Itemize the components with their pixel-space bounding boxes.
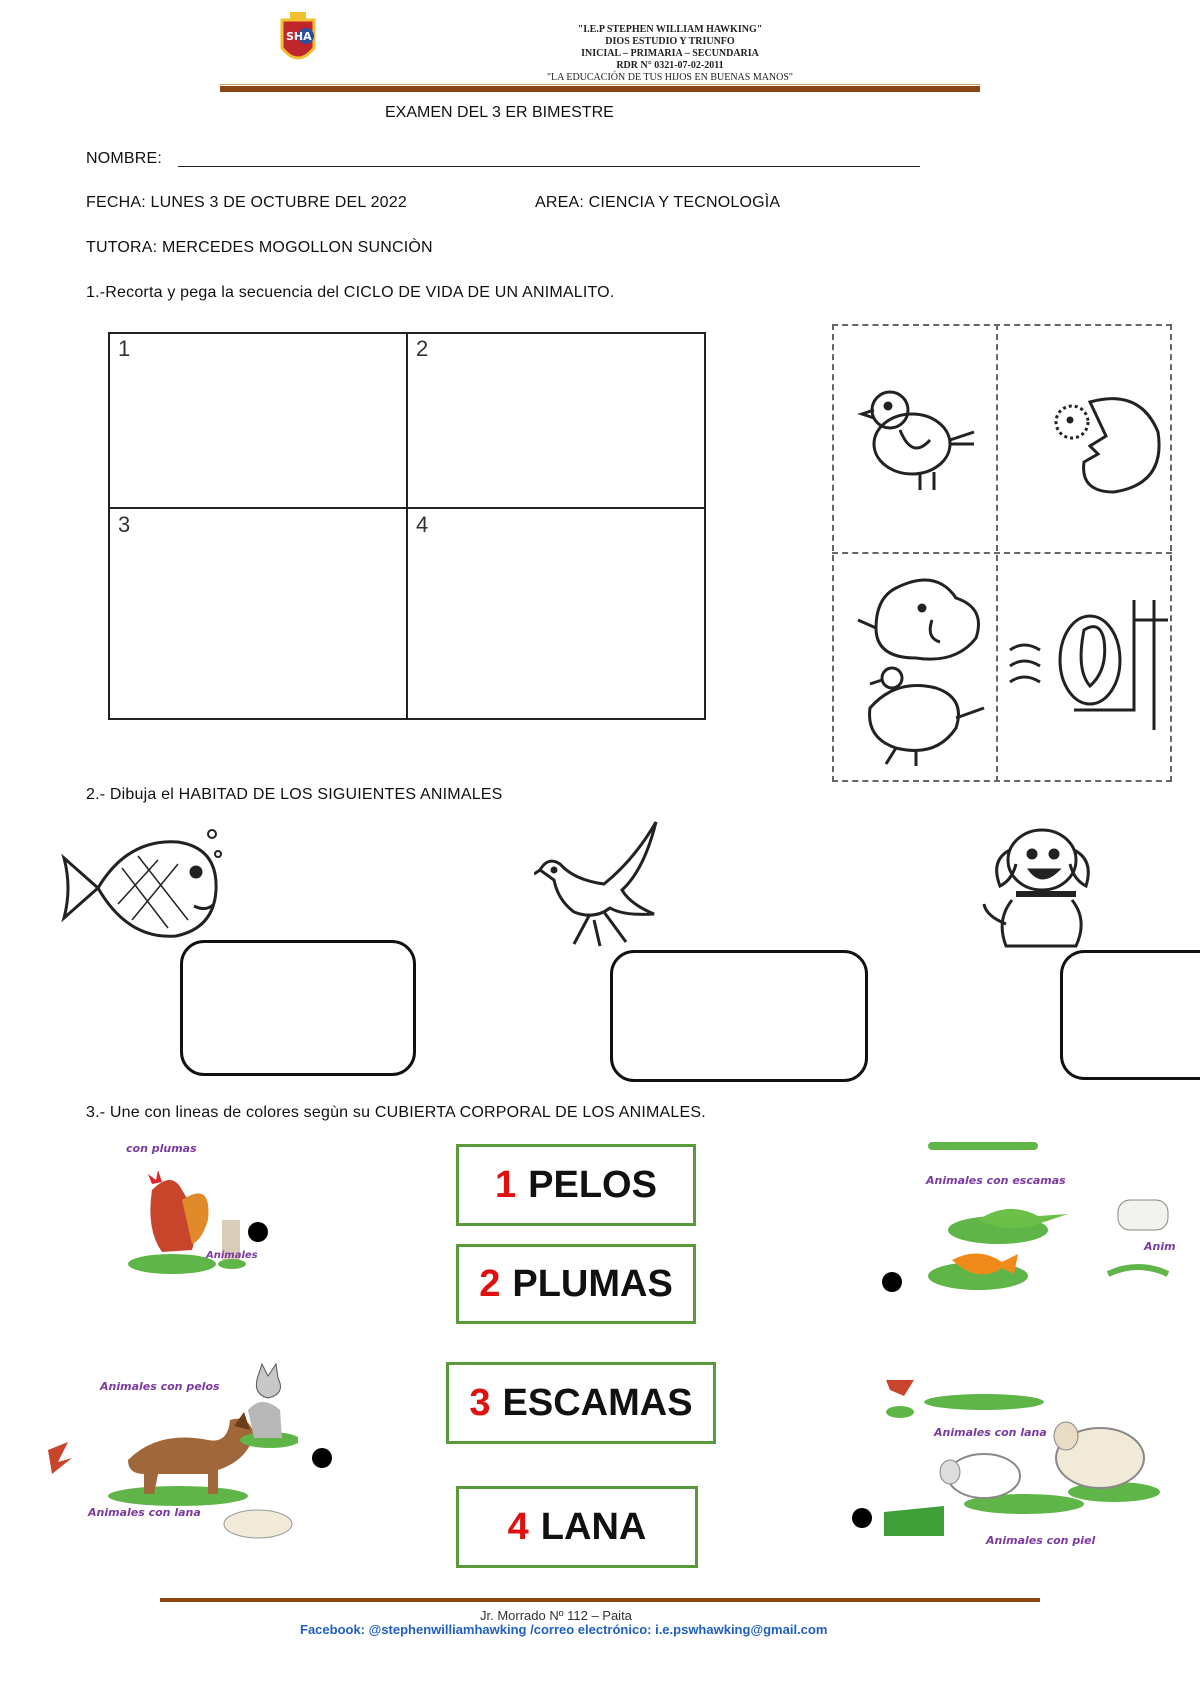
grid-cell-number: 4 (416, 512, 429, 537)
header-divider (220, 86, 980, 92)
footer-divider (160, 1598, 1040, 1602)
grass-strip (928, 1142, 1038, 1150)
school-rdr: RDR N° 0321-07-02-2011 (616, 60, 724, 71)
grid-cell-number: 2 (416, 336, 429, 361)
grid-divider-horizontal (108, 507, 706, 509)
grid-divider-vertical (406, 332, 408, 720)
cutout-divider-horizontal (832, 552, 1172, 554)
tutor-label: TUTORA: MERCEDES MOGOLLON SUNCIÒN (86, 239, 433, 256)
label-pelos (456, 1144, 696, 1226)
label-number: 2 (479, 1262, 501, 1305)
label-lana (456, 1486, 698, 1568)
nesting-hen-drawing (1004, 590, 1174, 745)
fish-habitat-box[interactable] (180, 940, 416, 1076)
grid-cell-number: 3 (118, 512, 131, 537)
school-header (210, 8, 980, 92)
footer-contact: Facebook: @stephenwilliamhawking /correo electrónico: i.e.pswhawking@gmail.com (300, 1622, 828, 1637)
dog-drawing (976, 820, 1096, 959)
label-text: PLUMAS (512, 1262, 673, 1305)
dove-drawing (534, 820, 664, 955)
chick-drawing (850, 380, 990, 505)
label-text: PELOS (528, 1163, 657, 1206)
caption: Animales con lana (934, 1426, 1047, 1439)
label-plumas (456, 1244, 696, 1324)
school-slogan: "LA EDUCACIÓN DE TUS HIJOS EN BUENAS MANOS" (546, 72, 794, 83)
grid-cell-number: 1 (118, 336, 131, 361)
exam-title: EXAMEN DEL 3 ER BIMESTRE (385, 104, 614, 121)
hatching-egg-drawing (1040, 392, 1170, 507)
area-label: AREA: CIENCIA Y TECNOLOGÌA (535, 194, 781, 211)
section3-instruction: 3.- Une con lineas de colores segùn su CUBIERTA CORPORAL DE LOS ANIMALES. (86, 1104, 706, 1121)
hens-drawing (836, 568, 996, 773)
caption: Animales con lana (88, 1506, 201, 1519)
plumas-image (122, 1140, 262, 1300)
caption: Anim (1144, 1240, 1176, 1253)
label-text: ESCAMAS (502, 1381, 693, 1424)
label-number: 4 (507, 1505, 529, 1548)
school-levels: INICIAL – PRIMARIA – SECUNDARIA (581, 48, 759, 59)
name-input-line[interactable] (178, 166, 920, 167)
match-dot[interactable] (852, 1508, 872, 1528)
school-motto: DIOS ESTUDIO Y TRIUNFO (605, 36, 735, 47)
crest-letters: SHA (286, 30, 312, 43)
caption: Animales con pelos (100, 1380, 220, 1393)
match-dot[interactable] (248, 1222, 268, 1242)
dove-habitat-box[interactable] (610, 950, 868, 1082)
school-crest (272, 10, 324, 70)
match-dot[interactable] (312, 1448, 332, 1468)
label-number: 1 (495, 1163, 517, 1206)
pelos-image (48, 1350, 298, 1550)
school-name: "I.E.P STEPHEN WILLIAM HAWKING" (577, 24, 763, 35)
header-divider-thin (220, 84, 980, 85)
footer-address: Jr. Morrado Nº 112 – Paita (480, 1608, 632, 1623)
label-escamas (446, 1362, 716, 1444)
caption: Animales con piel (986, 1534, 1096, 1547)
section1-instruction: 1.-Recorta y pega la secuencia del CICLO DE VIDA DE UN ANIMALITO. (86, 284, 615, 301)
name-label: NOMBRE: (86, 150, 163, 167)
section2-instruction: 2.- Dibuja el HABITAD DE LOS SIGUIENTES ANIMALES (86, 786, 503, 803)
match-dot[interactable] (882, 1272, 902, 1292)
lana-image (884, 1376, 1174, 1552)
caption: con plumas (126, 1142, 197, 1155)
dog-habitat-box[interactable] (1060, 950, 1200, 1080)
label-number: 3 (469, 1381, 491, 1424)
label-text: LANA (540, 1505, 647, 1548)
date-label: FECHA: LUNES 3 DE OCTUBRE DEL 2022 (86, 194, 407, 211)
caption: Animales con escamas (926, 1174, 1066, 1187)
caption: Animales (206, 1250, 258, 1261)
escamas-image (918, 1140, 1176, 1300)
fish-drawing (58, 828, 228, 953)
